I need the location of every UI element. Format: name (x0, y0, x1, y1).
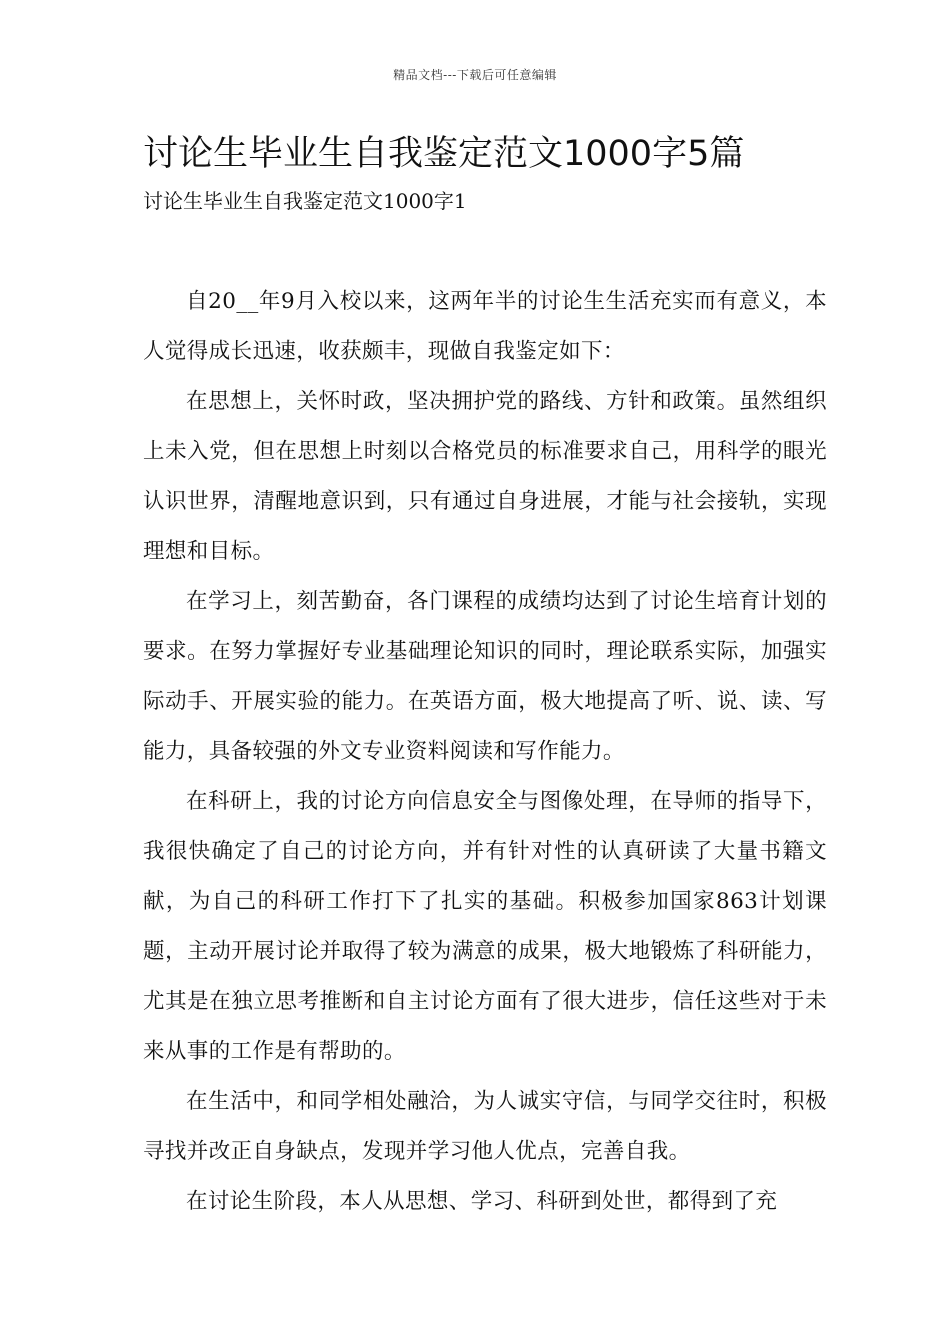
paragraph: 自20__年9月入校以来，这两年半的讨论生生活充实而有意义，本人觉得成长迅速，收获颇丰，现做自我鉴定如下： (143, 289, 827, 364)
paragraph: 在生活中，和同学相处融洽，为人诚实守信，与同学交往时，积极寻找并改正自身缺点，发现并学习他人优点，完善自我。 (143, 1089, 827, 1164)
paragraph: 在思想上，关怀时政，坚决拥护党的路线、方针和政策。虽然组织上未入党，但在思想上时刻以合格党员的标准要求自己，用科学的眼光认识世界，清醒地意识到，只有通过自身进展，才能与社会接轨，实现理想和目标。 (143, 389, 827, 564)
document-title: 讨论生毕业生自我鉴定范文1000字5篇 (143, 134, 745, 174)
paragraph: 在讨论生阶段，本人从思想、学习、科研到处世，都得到了充 (186, 1189, 778, 1214)
document-subtitle: 讨论生毕业生自我鉴定范文1000字1 (143, 189, 467, 213)
header-note: 精品文档---下载后可任意编辑 (393, 68, 557, 82)
document-body (143, 277, 827, 1227)
paragraph: 在学习上，刻苦勤奋，各门课程的成绩均达到了讨论生培育计划的要求。在努力掌握好专业基础理论知识的同时，理论联系实际，加强实际动手、开展实验的能力。在英语方面，极大地提高了听、说、读、写能力，具备较强的外文专业资料阅读和写作能力。 (143, 589, 827, 764)
paragraph: 在科研上，我的讨论方向信息安全与图像处理，在导师的指导下，我很快确定了自己的讨论方向，并有针对性的认真研读了大量书籍文献，为自己的科研工作打下了扎实的基础。积极参加国家863计划课题，主动开展讨论并取得了较为满意的成果，极大地锻炼了科研能力，尤其是在独立思考推断和自主讨论方面有了很大进步，信任这些对于未来从事的工作是有帮助的。 (143, 789, 827, 1064)
